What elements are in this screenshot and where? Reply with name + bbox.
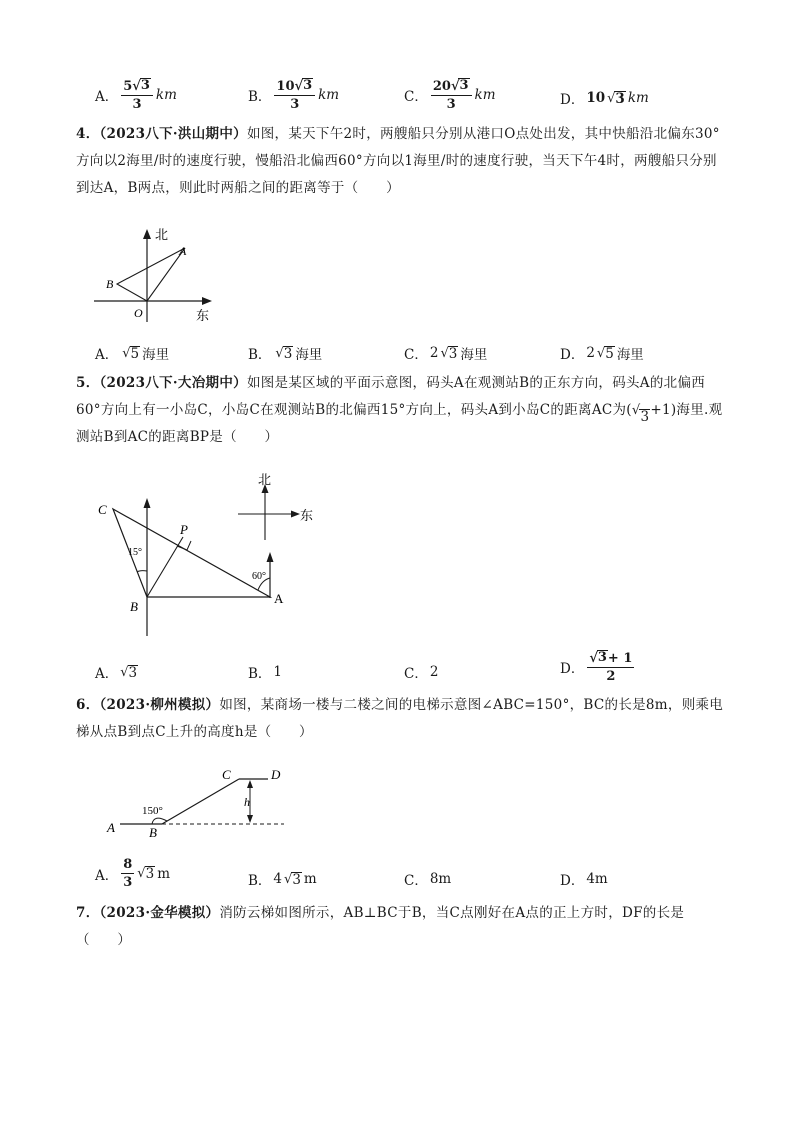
q6-option-d[interactable]: D． 4m (560, 871, 608, 889)
q5-option-c[interactable]: C． 2 (404, 664, 439, 682)
east-label: 东 (300, 508, 314, 523)
angle-150: 150° (142, 805, 163, 817)
point-o: O (134, 306, 143, 320)
q5-option-b[interactable]: B． 1 (248, 664, 283, 682)
fraction: √ 3 + 1 2 (589, 650, 633, 684)
point-p: P (180, 522, 188, 537)
q4-figure (88, 222, 223, 327)
east-label: 东 (196, 308, 210, 323)
q3-option-d[interactable]: D． 10 √ 3 km (560, 90, 649, 108)
question-5: 5．（2023八下·大冶期中）如图是某区域的平面示意图，码头A在观测站B的正东方向，码头A的北偏西60°方向上有一小岛C，小岛C在观测站B的北偏西15°方向上，码头A到小岛C的距离AC为( √ 3 +1)海里.观测站B到AC的距离BP是（ ） (76, 375, 723, 445)
q3-option-c[interactable]: C． 20 √ 3 3 km (404, 78, 496, 112)
fraction: 10 √ 3 3 (274, 78, 315, 111)
point-a: A (107, 820, 115, 835)
fraction: $\frac{8}{3}$ (123, 857, 133, 890)
sqrt: √ 3 (607, 90, 625, 107)
height-h: h (244, 795, 250, 809)
q5-figure (90, 468, 330, 638)
q6-option-b[interactable]: B． 4 √ 3 m (248, 871, 317, 889)
sqrt: √ 3 (284, 871, 301, 888)
angle-15: 15° (128, 547, 142, 558)
point-c: C (222, 767, 231, 782)
question-6: 6．（2023·柳州模拟）如图，某商场一楼与二楼之间的电梯示意图∠ABC=150°，BC的长是8m，则乘电梯从点B到点C上升的高度h是（ ） (76, 697, 724, 740)
north-label: 北 (258, 472, 272, 487)
point-a: A (179, 244, 187, 258)
sqrt: √ 3 (120, 664, 138, 681)
q3-option-b[interactable]: B． 10 √ 3 3 km (248, 78, 340, 112)
sqrt: √ 3 (275, 345, 293, 362)
point-b: B (106, 277, 114, 291)
sqrt: √ 5 (596, 345, 614, 362)
q3-option-a[interactable]: A． 5 √ 3 3 km (95, 78, 177, 112)
q4-option-b[interactable]: B． √ 3 海里 (248, 345, 323, 363)
fraction: 5 √ 3 3 (121, 78, 153, 111)
q4-option-a[interactable]: A． √ 5 海里 (95, 345, 170, 363)
question-4: 4．（2023八下·洪山期中）如图，某天下午2时，两艘船只分别从港口O点处出发，其中快船沿北偏东30°方向以2海里/时的速度行驶，慢船沿北偏西60°方向以1海里/时的速度行驶，当天下午4时，两艘船只分别到达A，B两点，则此时两船之间的距离等于（ ） (76, 126, 720, 196)
q4-option-d[interactable]: D． 2 √ 5 海里 (560, 345, 644, 363)
point-d: D (271, 767, 281, 782)
angle-60: 60° (252, 571, 266, 582)
q6-option-a[interactable]: A． $\frac{8}{3}$ √ 3 m (95, 857, 170, 890)
q6-option-c[interactable]: C． 8m (404, 871, 452, 889)
point-c: C (98, 502, 107, 517)
fraction: 20 √ 3 3 (431, 78, 472, 111)
point-b: B (149, 825, 157, 840)
north-label: 北 (155, 227, 169, 242)
question-7: 7．（2023·金华模拟）消防云梯如图所示，AB⊥BC于B，当C点刚好在A点的正上方时，DF的长是（ ） (76, 905, 685, 948)
q6-figure (102, 765, 292, 840)
sqrt: √ 3 (440, 345, 458, 362)
point-a: A (274, 591, 284, 606)
point-b: B (130, 599, 138, 614)
q4-option-c[interactable]: C． 2 √ 3 海里 (404, 345, 488, 363)
sqrt: √ 5 (122, 345, 140, 362)
q5-option-a[interactable]: A． √ 3 (95, 664, 138, 682)
q5-option-d[interactable]: D． √ 3 + 1 2 (560, 650, 633, 684)
sqrt: √ 3 (137, 866, 155, 882)
